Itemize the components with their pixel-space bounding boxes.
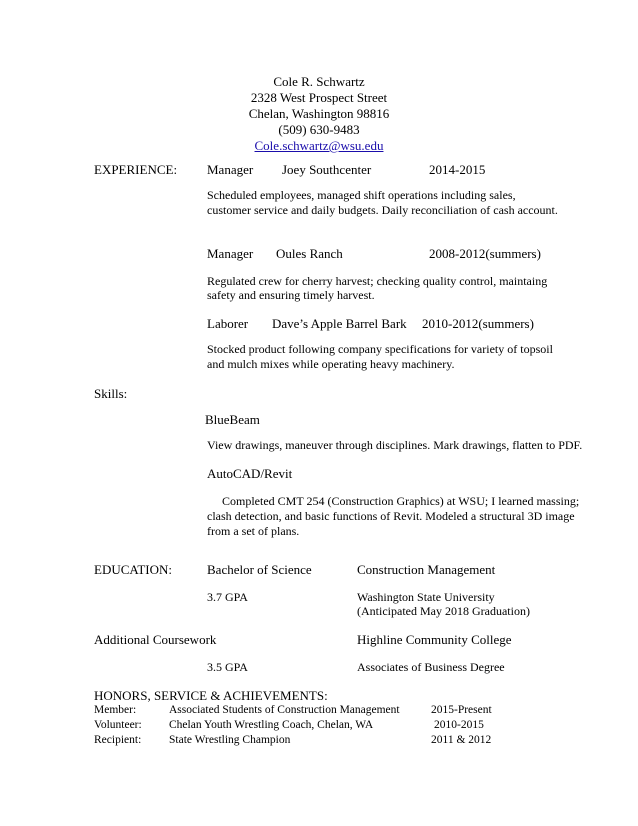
job-employer: Dave’s Apple Barrel Bark (272, 316, 407, 331)
honor-dates: 2015-Present (431, 704, 492, 716)
job-description-line: customer service and daily budgets. Daily reconciliation of cash account. (207, 203, 558, 217)
job-description-line: Scheduled employees, managed shift operations including sales, (207, 188, 516, 202)
job-description-line: safety and ensuring timely harvest. (207, 288, 375, 302)
skill-description-line: from a set of plans. (207, 524, 300, 538)
honors-heading: HONORS, SERVICE & ACHIEVEMENTS: (94, 688, 328, 703)
job-description-line: Stocked product following company specifications for variety of topsoil (207, 342, 553, 356)
education-heading: EDUCATION: (94, 562, 172, 577)
job-employer: Oules Ranch (276, 246, 343, 261)
job-employer: Joey Southcenter (282, 162, 372, 177)
honor-role: Volunteer: (94, 719, 142, 731)
skill-name: AutoCAD/Revit (207, 466, 293, 481)
honor-role: Member: (94, 704, 137, 716)
skill-description-line: View drawings, maneuver through disciplines. Mark drawings, flatten to PDF. (207, 438, 583, 452)
job-description-line: and mulch mixes while operating heavy machinery. (207, 357, 455, 371)
honor-dates: 2011 & 2012 (431, 734, 492, 746)
honor-dates: 2010-2015 (434, 719, 484, 731)
phone-number: (509) 630-9483 (278, 122, 360, 137)
job-title: Manager (207, 162, 254, 177)
skill-name: BlueBeam (205, 412, 260, 427)
honor-description: Chelan Youth Wrestling Coach, Chelan, WA (169, 719, 374, 731)
experience-heading: EXPERIENCE: (94, 162, 178, 177)
job-dates: 2010-2012(summers) (422, 316, 534, 331)
graduation-date: (Anticipated May 2018 Graduation) (357, 604, 530, 618)
honor-description: Associated Students of Construction Management (169, 704, 400, 716)
job-title: Laborer (207, 316, 249, 331)
email-container (0, 138, 638, 154)
gpa: 3.7 GPA (207, 590, 248, 604)
skills-heading: Skills: (94, 386, 128, 401)
job-description-line: Regulated crew for cherry harvest; checking quality control, maintaing (207, 274, 548, 288)
gpa: 3.5 GPA (207, 660, 248, 674)
degree: Associates of Business Degree (357, 660, 505, 674)
honor-description: State Wrestling Champion (169, 734, 291, 746)
applicant-name: Cole R. Schwartz (273, 74, 365, 89)
college-name: Highline Community College (357, 632, 512, 647)
school-name: Washington State University (357, 590, 495, 604)
additional-coursework-heading: Additional Coursework (94, 632, 217, 647)
job-dates: 2014-2015 (429, 162, 486, 177)
street-address: 2328 West Prospect Street (250, 90, 388, 105)
job-dates: 2008-2012(summers) (429, 246, 541, 261)
degree: Bachelor of Science (207, 562, 312, 577)
major: Construction Management (357, 562, 496, 577)
skill-description-line: Completed CMT 254 (Construction Graphics) at WSU; I learned massing; (222, 494, 580, 508)
honor-role: Recipient: (94, 734, 142, 746)
email-link[interactable]: Cole.schwartz@wsu.edu (254, 138, 384, 153)
job-title: Manager (207, 246, 254, 261)
skill-description-line: clash detection, and basic functions of Revit. Modeled a structural 3D image (207, 509, 575, 523)
city-state-zip: Chelan, Washington 98816 (248, 106, 390, 121)
